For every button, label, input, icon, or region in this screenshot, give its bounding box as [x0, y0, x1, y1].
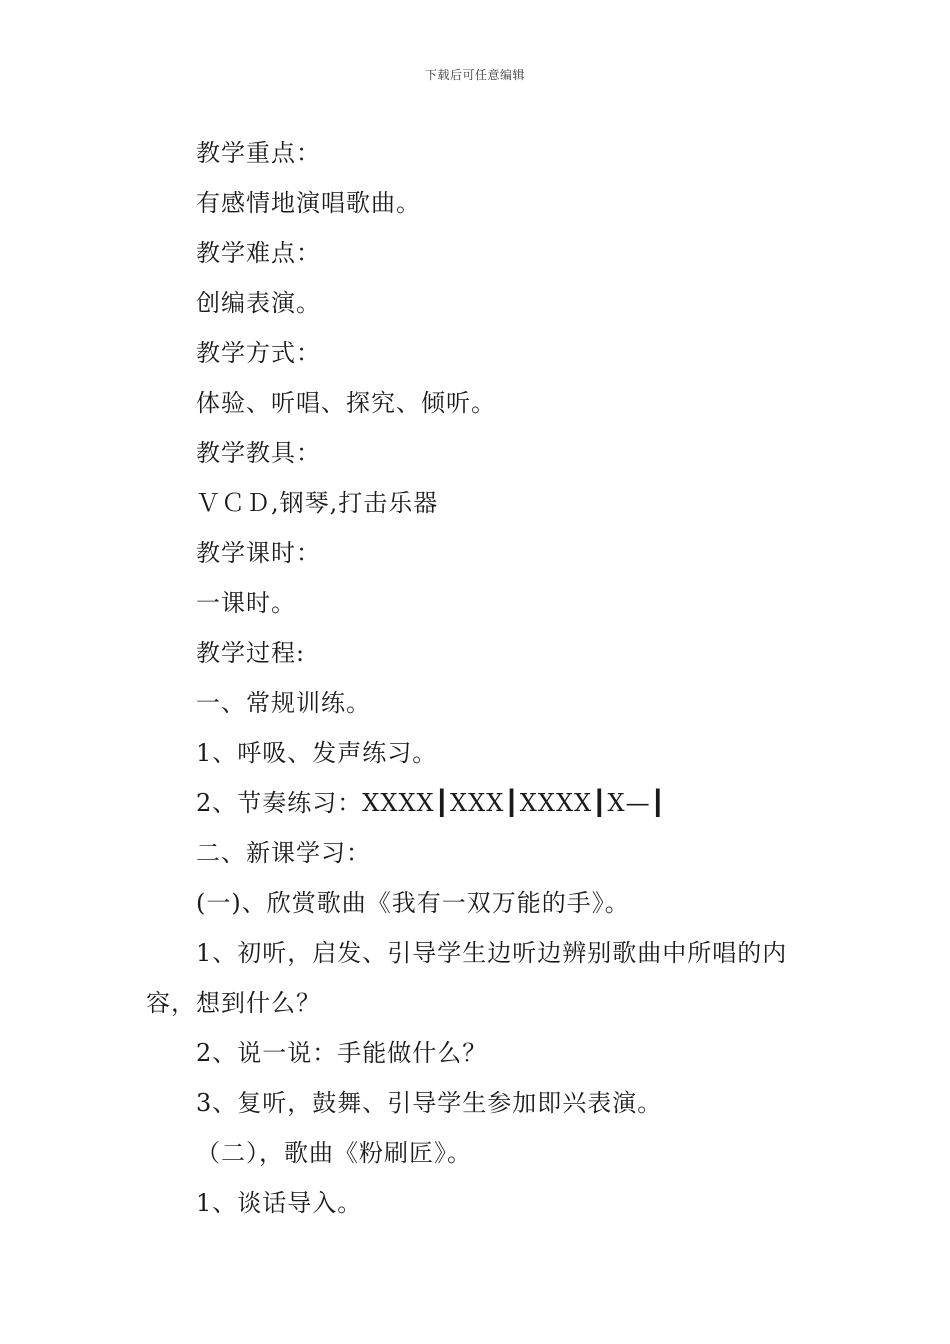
list-item-relisten: 3、复听，鼓舞、引导学生参加即兴表演。: [196, 1089, 663, 1117]
list-item-first-listen: 1、初听，启发、引导学生边听边辨别歌曲中所唱的内容，想到什么？: [146, 939, 788, 1017]
heading-class-hours: 教学课时：: [196, 539, 321, 567]
list-item-rhythm: 2、节奏练习：XXXX┃XXX┃XXXX┃X—┃: [196, 789, 667, 817]
heading-teaching-difficulty: 教学难点：: [196, 239, 321, 267]
paragraph-teaching-aids: ＶＣＤ,钢琴,打击乐器: [196, 489, 439, 517]
list-item-discuss: 2、说一说：手能做什么？: [196, 1039, 488, 1067]
section-new-lesson: 二、新课学习：: [196, 839, 371, 867]
paragraph-teaching-method: 体验、听唱、探究、倾听。: [196, 389, 496, 417]
paragraph-teaching-difficulty: 创编表演。: [196, 289, 321, 317]
page-header: 下载后可任意编辑: [424, 68, 525, 82]
heading-teaching-aids: 教学教具：: [196, 439, 321, 467]
document-body: [146, 128, 826, 1228]
heading-teaching-method: 教学方式：: [196, 339, 321, 367]
list-item-intro-talk: 1、谈话导入。: [196, 1189, 363, 1217]
heading-teaching-focus: 教学重点：: [196, 139, 321, 167]
paragraph-class-hours: 一课时。: [196, 589, 296, 617]
subsection-appreciate-song: (一)、欣赏歌曲《我有一双万能的手》。: [196, 889, 630, 917]
paragraph-teaching-focus: 有感情地演唱歌曲。: [196, 189, 421, 217]
section-routine-training: 一、常规训练。: [196, 689, 371, 717]
list-item-breathing: 1、呼吸、发声练习。: [196, 739, 438, 767]
heading-teaching-process: 教学过程:: [196, 639, 306, 667]
subsection-song-painter: （二），歌曲《粉刷匠》。: [196, 1139, 472, 1167]
